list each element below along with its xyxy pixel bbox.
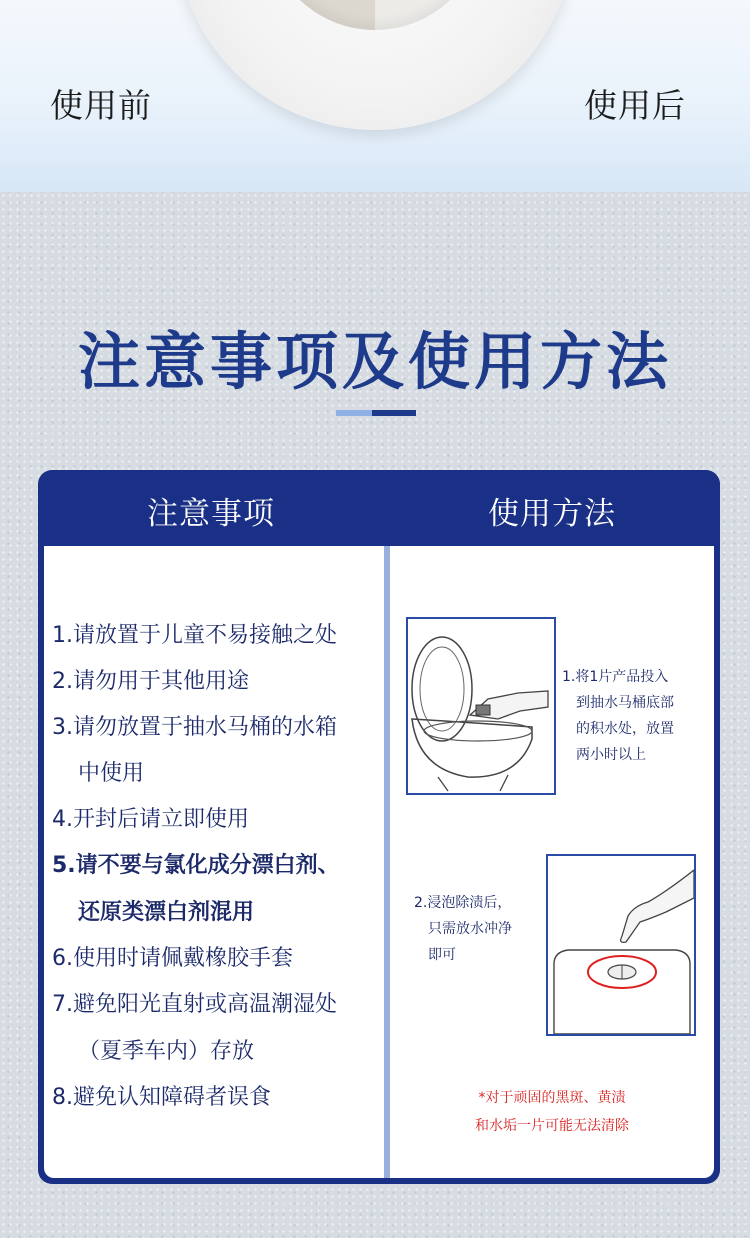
- notice-item: 5.请不要与氯化成分漂白剂、: [52, 853, 340, 878]
- notice-item: 3.请勿放置于抽水马桶的水箱: [52, 715, 337, 740]
- notice-item: 1.请放置于儿童不易接触之处: [52, 623, 337, 648]
- notice-item: 4.开封后请立即使用: [52, 807, 249, 832]
- notice-item: 中使用: [78, 761, 145, 786]
- section-title: 注意事项及使用方法: [77, 325, 672, 398]
- before-after-banner: [0, 0, 750, 192]
- warning-note: *对于顽固的黑斑、黄渍 和水垢一片可能无法清除: [475, 1090, 629, 1134]
- notice-item: 6.使用时请佩戴橡胶手套: [52, 946, 293, 971]
- after-label: 使用后: [584, 86, 686, 125]
- notice-item: 7.避免阳光直射或高温潮湿处: [52, 992, 337, 1017]
- notice-item: 还原类漂白剂混用: [78, 900, 255, 925]
- step1-text: 1.将1片产品投入 到抽水马桶底部 的积水处，放置 两小时以上: [562, 669, 674, 763]
- usage-header: 使用方法: [488, 496, 616, 532]
- toilet-hand-drop-icon: [408, 619, 554, 793]
- step2-illustration: [546, 854, 696, 1036]
- step2-text: 2.浸泡除渍后， 只需放水冲净 即可: [414, 895, 512, 963]
- notice-item: （夏季车内）存放: [78, 1039, 255, 1064]
- before-label: 使用前: [50, 86, 152, 125]
- notice-item: 2.请勿用于其他用途: [52, 669, 249, 694]
- toilet-bowl-image: [176, 0, 574, 130]
- toilet-bowl-inner: [266, 0, 484, 30]
- step1-illustration: [406, 617, 556, 795]
- title-underline: [336, 410, 416, 416]
- notes-header: 注意事项: [147, 496, 275, 532]
- notice-item: 8.避免认知障碍者误食: [52, 1085, 271, 1110]
- flush-button-press-icon: [548, 856, 694, 1034]
